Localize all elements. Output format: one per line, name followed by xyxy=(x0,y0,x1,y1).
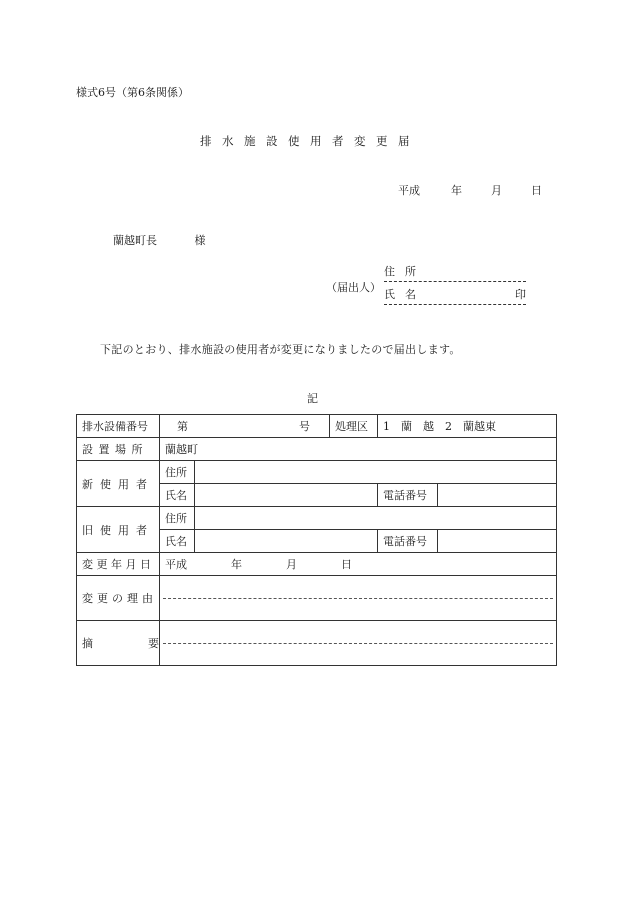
new-user-phone-label: 電話番号 xyxy=(378,484,438,507)
submission-date xyxy=(398,182,542,198)
table-row xyxy=(77,507,557,530)
date-day: 日 xyxy=(531,184,542,197)
old-user-address-label: 住所 xyxy=(160,507,195,530)
old-user-phone-field[interactable] xyxy=(438,530,557,553)
old-user-name-label: 氏名 xyxy=(160,530,195,553)
table-row xyxy=(77,621,557,666)
table-row xyxy=(77,415,557,438)
remarks-label: 摘 要 xyxy=(77,621,160,666)
old-user-label: 旧使用者 xyxy=(77,507,160,553)
remarks-field[interactable] xyxy=(160,621,557,666)
location-label: 設置場所 xyxy=(77,438,160,461)
date-era: 平成 xyxy=(398,184,420,197)
applicant-address-field[interactable] xyxy=(384,265,526,282)
applicant-label: （届出人） xyxy=(326,281,381,294)
old-user-phone-label: 電話番号 xyxy=(378,530,438,553)
new-user-address-label: 住所 xyxy=(160,461,195,484)
new-user-name-label: 氏名 xyxy=(160,484,195,507)
new-user-label: 新使用者 xyxy=(77,461,160,507)
facility-no-field[interactable] xyxy=(160,415,330,438)
date-month: 月 xyxy=(491,184,502,197)
ki-heading: 記 xyxy=(307,392,318,405)
addressee-honorific: 様 xyxy=(194,234,206,247)
location-value[interactable]: 蘭越町 xyxy=(160,438,557,461)
district-label: 処理区 xyxy=(330,415,378,438)
table-row xyxy=(77,576,557,621)
change-date-label: 変更年月日 xyxy=(77,553,160,576)
facility-no-suffix: 号 xyxy=(299,420,310,433)
table-row xyxy=(77,553,557,576)
form-title: 排水施設使用者変更届 xyxy=(200,134,420,148)
applicant-name-label: 氏名 xyxy=(384,288,426,301)
new-user-phone-field[interactable] xyxy=(438,484,557,507)
district-options[interactable]: 1 蘭 越 2 蘭越東 xyxy=(378,415,557,438)
addressee-name: 蘭越町長 xyxy=(113,234,157,247)
applicant-name-field[interactable] xyxy=(384,288,526,305)
old-user-name-field[interactable] xyxy=(195,530,378,553)
applicant-address-label: 住所 xyxy=(384,265,426,278)
details-table xyxy=(76,414,557,666)
new-user-name-field[interactable] xyxy=(195,484,378,507)
form-number: 様式6号（第6条関係） xyxy=(76,86,189,99)
reason-label: 変更の理由 xyxy=(77,576,160,621)
change-date-field[interactable]: 平成 年 月 日 xyxy=(160,553,557,576)
seal-mark: 印 xyxy=(515,288,526,301)
facility-no-label: 排水設備番号 xyxy=(77,415,160,438)
new-user-address-field[interactable] xyxy=(195,461,557,484)
facility-no-prefix: 第 xyxy=(177,420,188,433)
intro-statement: 下記のとおり、排水施設の使用者が変更になりましたので届出します。 xyxy=(100,343,461,356)
addressee xyxy=(113,232,206,248)
reason-field[interactable] xyxy=(160,576,557,621)
old-user-address-field[interactable] xyxy=(195,507,557,530)
table-row xyxy=(77,461,557,484)
table-row xyxy=(77,438,557,461)
date-year: 年 xyxy=(451,184,462,197)
